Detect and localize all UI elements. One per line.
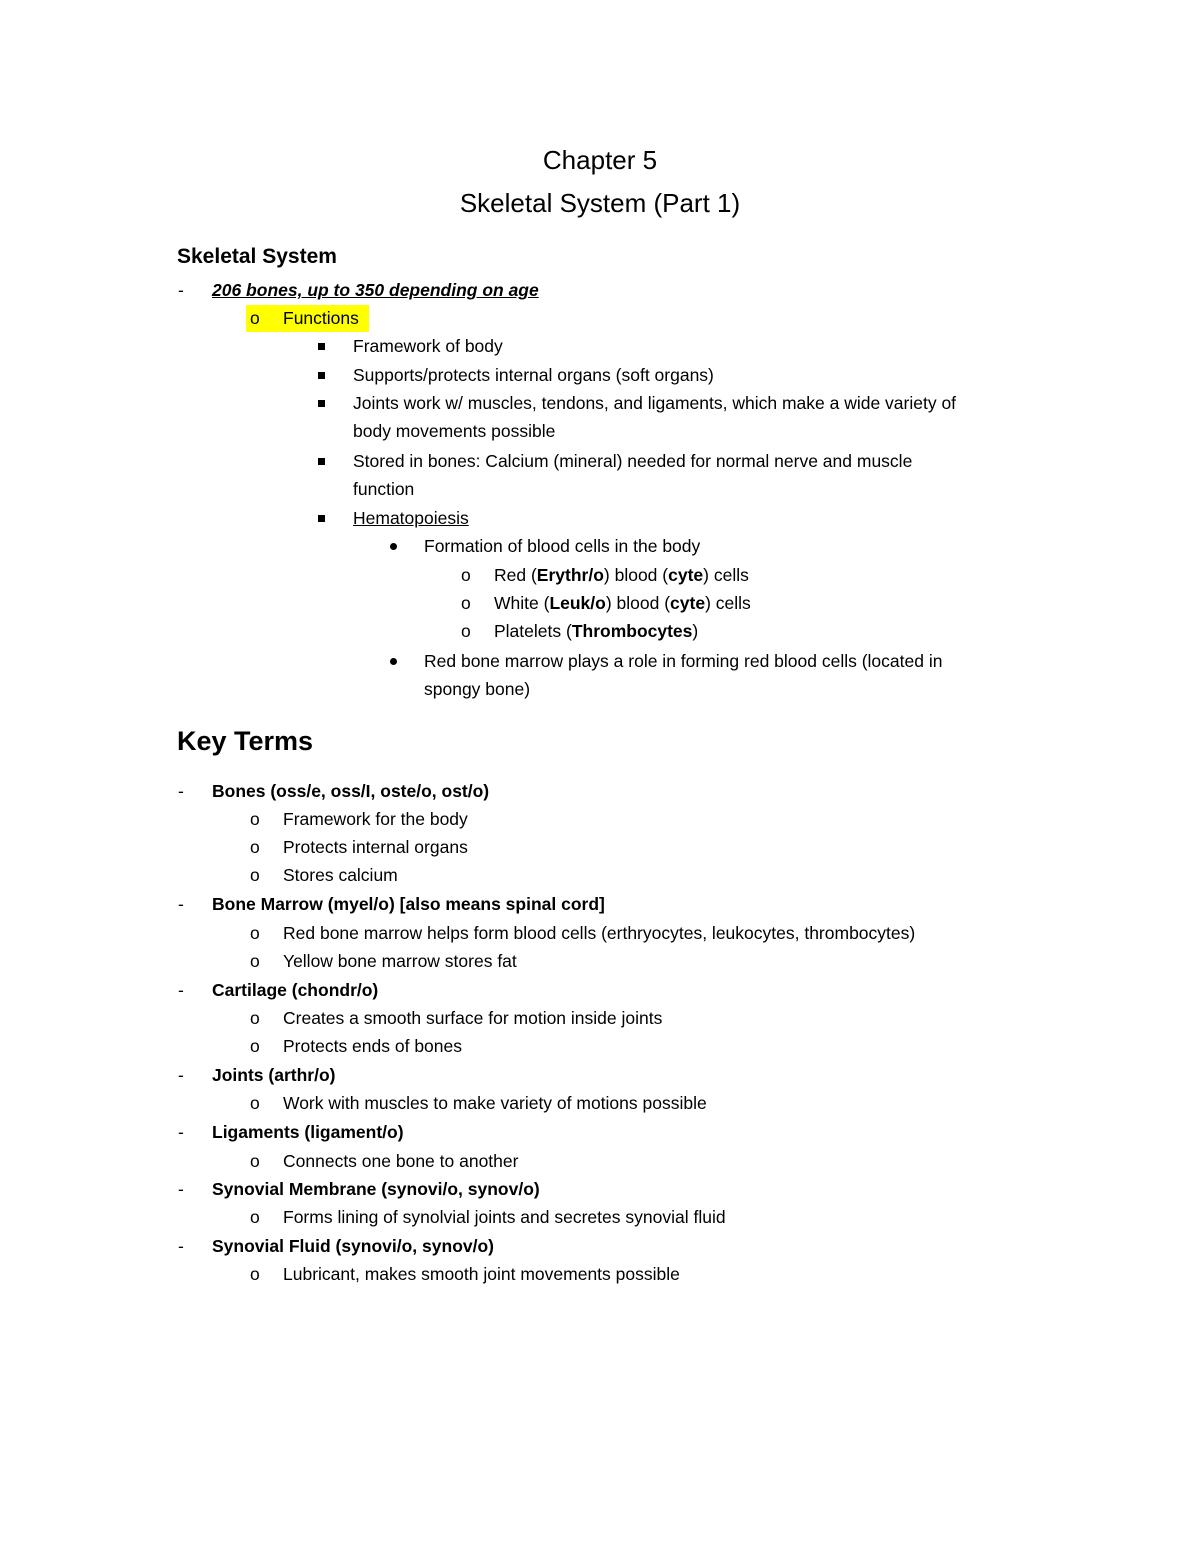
- term-joints: Joints (arthr/o): [212, 1065, 336, 1085]
- circle-marker: o: [250, 1151, 260, 1171]
- term-ligaments: Ligaments (ligament/o): [212, 1122, 404, 1142]
- term-bones-detail: Framework for the body: [283, 809, 468, 829]
- dash-marker: -: [178, 980, 184, 1000]
- blood-cell-red: Red (Erythr/o) blood (cyte) cells: [494, 565, 749, 585]
- term-cartilage-detail: Protects ends of bones: [283, 1036, 462, 1056]
- term-membrane-detail: Forms lining of synolvial joints and secretes synovial fluid: [283, 1207, 726, 1227]
- dash-marker: -: [178, 1236, 184, 1256]
- chapter-title: Chapter 5: [542, 145, 658, 175]
- function-item-joints-line1: Joints work w/ muscles, tendons, and ligaments, which make a wide variety of: [353, 393, 957, 413]
- hemato-formation: Formation of blood cells in the body: [424, 536, 701, 556]
- circle-marker: o: [250, 1036, 260, 1056]
- round-bullet-icon: [390, 532, 400, 560]
- square-bullet-icon: [318, 361, 328, 389]
- section-heading-skeletal: Skeletal System: [177, 245, 337, 268]
- circle-marker: o: [250, 951, 260, 971]
- circle-marker: o: [250, 809, 260, 829]
- term-synovial-membrane: Synovial Membrane (synovi/o, synov/o): [212, 1179, 540, 1199]
- blood-cell-platelets: Platelets (Thrombocytes): [494, 621, 699, 641]
- term-bone-marrow: Bone Marrow (myel/o) [also means spinal cord]: [212, 894, 605, 914]
- function-item-framework: Framework of body: [353, 336, 503, 356]
- function-item-supports: Supports/protects internal organs (soft organs): [353, 365, 714, 385]
- term-synovial-fluid: Synovial Fluid (synovi/o, synov/o): [212, 1236, 494, 1256]
- function-item-hematopoiesis: Hematopoiesis: [353, 508, 469, 528]
- term-bones-detail: Protects internal organs: [283, 837, 468, 857]
- term-cartilage: Cartilage (chondr/o): [212, 980, 379, 1000]
- term-marrow-detail: Yellow bone marrow stores fat: [283, 951, 517, 971]
- term-bones-detail: Stores calcium: [283, 865, 398, 885]
- round-bullet-icon: [390, 647, 400, 675]
- square-bullet-icon: [318, 332, 328, 360]
- blood-cell-white: White (Leuk/o) blood (cyte) cells: [494, 593, 751, 613]
- circle-marker: o: [461, 565, 471, 585]
- circle-marker: o: [250, 923, 260, 943]
- term-joints-detail: Work with muscles to make variety of motions possible: [283, 1093, 707, 1113]
- square-bullet-icon: [318, 447, 328, 475]
- circle-marker: o: [461, 593, 471, 613]
- functions-label: Functions: [283, 308, 359, 328]
- square-bullet-icon: [318, 504, 328, 532]
- bones-count-text: 206 bones, up to 350 depending on age: [212, 280, 539, 300]
- circle-marker: o: [250, 308, 260, 328]
- square-bullet-icon: [318, 389, 328, 417]
- hemato-marrow-line2: spongy bone): [424, 679, 531, 699]
- term-cartilage-detail: Creates a smooth surface for motion inside joints: [283, 1008, 663, 1028]
- circle-marker: o: [250, 1264, 260, 1284]
- dash-marker: -: [178, 1122, 184, 1142]
- term-fluid-detail: Lubricant, makes smooth joint movements possible: [283, 1264, 680, 1284]
- circle-marker: o: [250, 1008, 260, 1028]
- hemato-marrow-line1: Red bone marrow plays a role in forming red blood cells (located in: [424, 651, 943, 671]
- term-marrow-detail: Red bone marrow helps form blood cells (erthryocytes, leukocytes, thrombocytes): [283, 923, 916, 943]
- circle-marker: o: [250, 1093, 260, 1113]
- function-item-stored-line2: function: [353, 479, 415, 499]
- dash-marker: -: [178, 1065, 184, 1085]
- circle-marker: o: [250, 1207, 260, 1227]
- function-item-stored-line1: Stored in bones: Calcium (mineral) needed for normal nerve and muscle: [353, 451, 913, 471]
- dash-marker: -: [178, 781, 184, 801]
- circle-marker: o: [250, 837, 260, 857]
- function-item-joints-line2: body movements possible: [353, 421, 556, 441]
- circle-marker: o: [250, 865, 260, 885]
- chapter-subtitle: Skeletal System (Part 1): [459, 188, 741, 218]
- term-bones: Bones (oss/e, oss/I, oste/o, ost/o): [212, 781, 490, 801]
- dash-marker: -: [178, 1179, 184, 1199]
- section-heading-key-terms: Key Terms: [177, 726, 314, 756]
- dash-marker: -: [178, 894, 184, 914]
- dash-marker: -: [178, 280, 184, 300]
- circle-marker: o: [461, 621, 471, 641]
- term-ligaments-detail: Connects one bone to another: [283, 1151, 519, 1171]
